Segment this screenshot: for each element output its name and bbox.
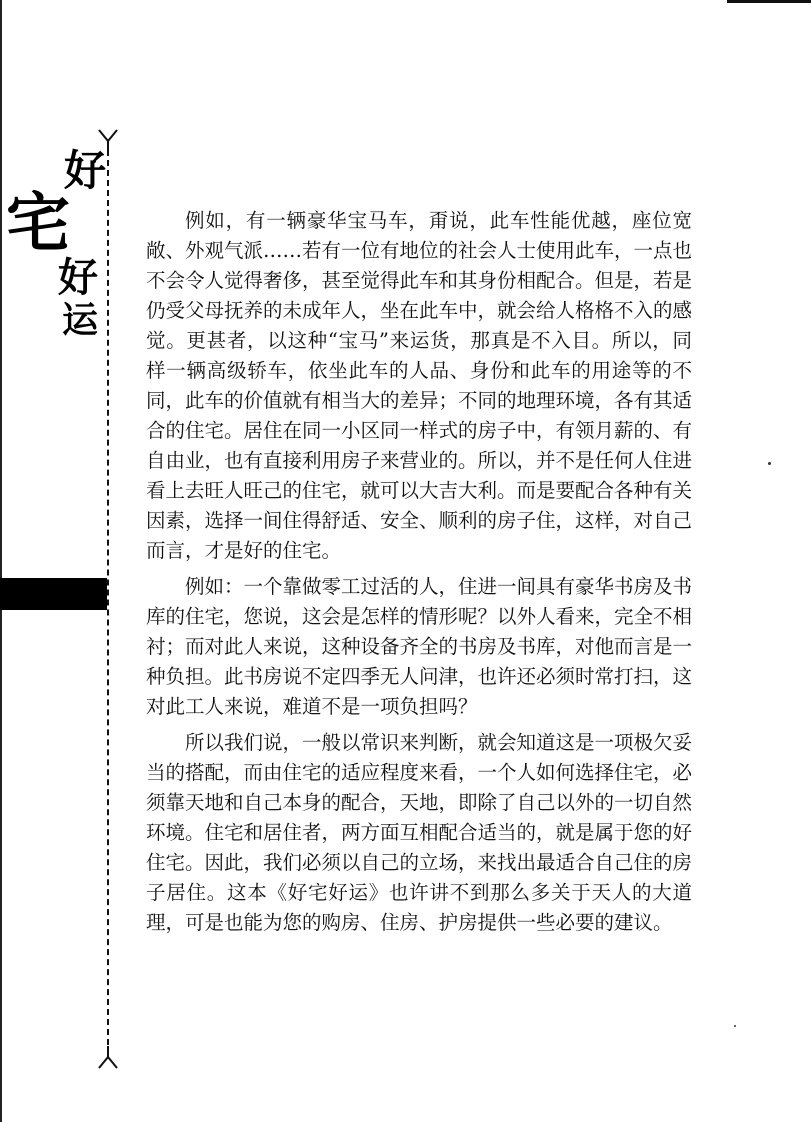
top-rule [727, 0, 811, 3]
series-title-char: 好 [58, 254, 98, 301]
paragraph: 例如：一个靠做零工过活的人，住进一间具有豪华书房及书库的住宅，您说，这会是怎样的情形呢？以外人看来，完全不相衬；而对此人来说，这种设备齐全的书房及书库，对他而言是一种负担。此书房说不定四季无人问津，也许还必须时常打扫，这对此工人来说，难道不是一项负担吗？ [146, 575, 693, 718]
body-text [146, 206, 692, 944]
scan-speck [734, 1025, 736, 1027]
series-title-char: 宅 [6, 186, 70, 261]
margin-mark-bottom [95, 1046, 121, 1072]
series-title [0, 140, 110, 340]
paragraph: 例如，有一辆豪华宝马车，甭说，此车性能优越，座位宽敞、外观气派……若有一位有地位的社会人士使用此车，一点也不会令人觉得奢侈，甚至觉得此车和其身份相配合。但是，若是仍受父母抚养的未成年人，坐在此车中，就会给人格格不入的感觉。更甚者，以这种“宝马”来运货，那真是不入目。所以，同样一辆高级轿车，依坐此车的人品、身份和此车的用途等的不同，此车的价值就有相当大的差异；不同的地理环境，各有其适合的住宅。居住在同一小区同一样式的房子中，有领月薪的、有自由业，也有直接利用房子来营业的。所以，并不是任何人住进看上去旺人旺己的住宅，就可以大吉大利。而是要配合各种有关因素，选择一间住得舒适、安全、顺利的房子住，这样，对自己而言，才是好的住宅。 [146, 209, 693, 562]
scan-speck [768, 462, 771, 465]
series-title-char: 运 [62, 299, 99, 341]
paragraph: 所以我们说，一般以常识来判断，就会知道这是一项极欠妥当的搭配，而由住宅的适应程度来看，一个人如何选择住宅，必须靠天地和自己本身的配合，天地，即除了自己以外的一切自然环境。住宅和居住者，两方面互相配合适当的，就是属于您的好住宅。因此，我们必须以自己的立场，来找出最适合自己住的房子居住。这本《好宅好运》也许讲不到那么多关于天人的大道理，可是也能为您的购房、住房、护房提供一些必要的建议。 [146, 731, 693, 934]
series-title-char: 好 [64, 146, 107, 195]
chapter-side-tab [0, 578, 107, 610]
